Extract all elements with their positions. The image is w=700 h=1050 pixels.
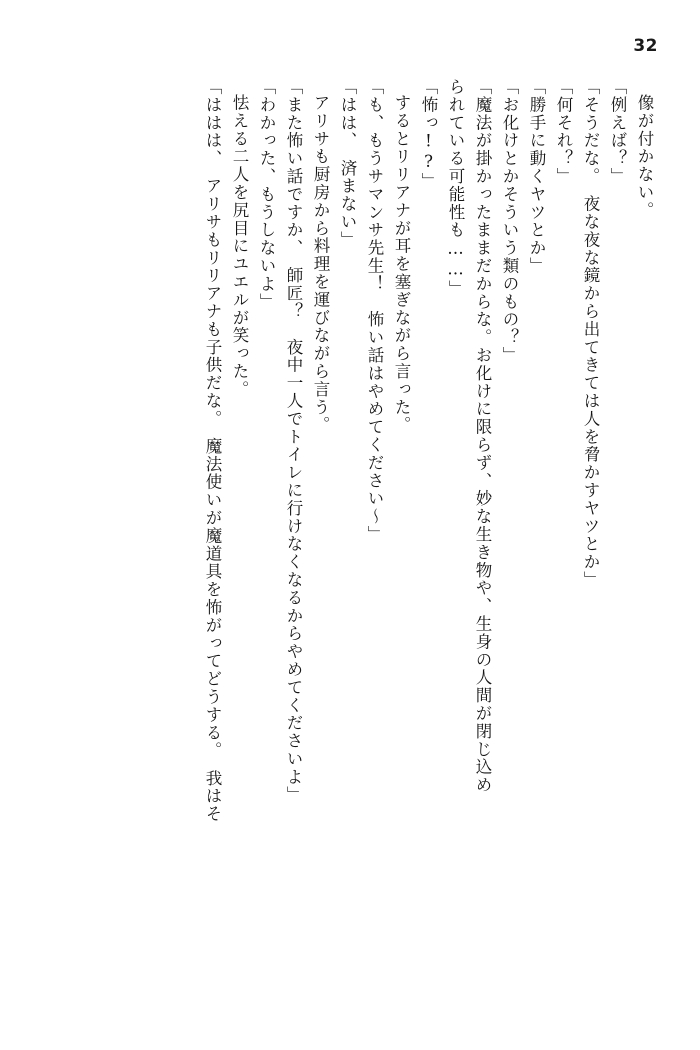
text-line: 「わかった、もうしないよ」 bbox=[257, 78, 276, 311]
text-line: 「そうだな。 夜な夜な鏡から出てきては人を脅かすヤツとか」 bbox=[581, 78, 600, 589]
text-line: アリサも厨房から料理を運びながら言う。 bbox=[311, 94, 330, 435]
text-line: 「例えば？」 bbox=[608, 78, 627, 186]
text-line: 「お化けとかそういう類のもの？」 bbox=[500, 78, 519, 365]
text-line: 像が付かない。 bbox=[635, 94, 654, 220]
text-line: 「ははは、 アリサもリリアナも子供だな。 魔法使いが魔道具を怖がってどうする。 我はそ bbox=[203, 78, 222, 823]
text-line: 「勝手に動くヤツとか」 bbox=[527, 78, 546, 275]
text-line: 「も、もうサマンサ先生！ 怖い話はやめてください～」 bbox=[365, 78, 384, 544]
page-body-text bbox=[48, 78, 652, 1010]
text-line: 「また怖い話ですか、 師匠？ 夜中一人でトイレに行けなくなるからやめてくださいよ」 bbox=[284, 78, 303, 804]
text-line: 怯える二人を尻目にユエルが笑った。 bbox=[230, 94, 249, 399]
page-number: 32 bbox=[633, 36, 658, 56]
text-line: 「はは、 済まない」 bbox=[338, 78, 357, 249]
text-line: 「魔法が掛かったままだからな。お化けに限らず、妙な生き物や、生身の人間が閉じ込め bbox=[473, 78, 492, 794]
text-line: 「怖っ!?」 bbox=[419, 78, 438, 191]
text-line: られている可能性も……」 bbox=[446, 78, 465, 298]
text-line: 「何それ？」 bbox=[554, 78, 573, 186]
text-line: するとリリアナが耳を塞ぎながら言った。 bbox=[392, 94, 411, 435]
